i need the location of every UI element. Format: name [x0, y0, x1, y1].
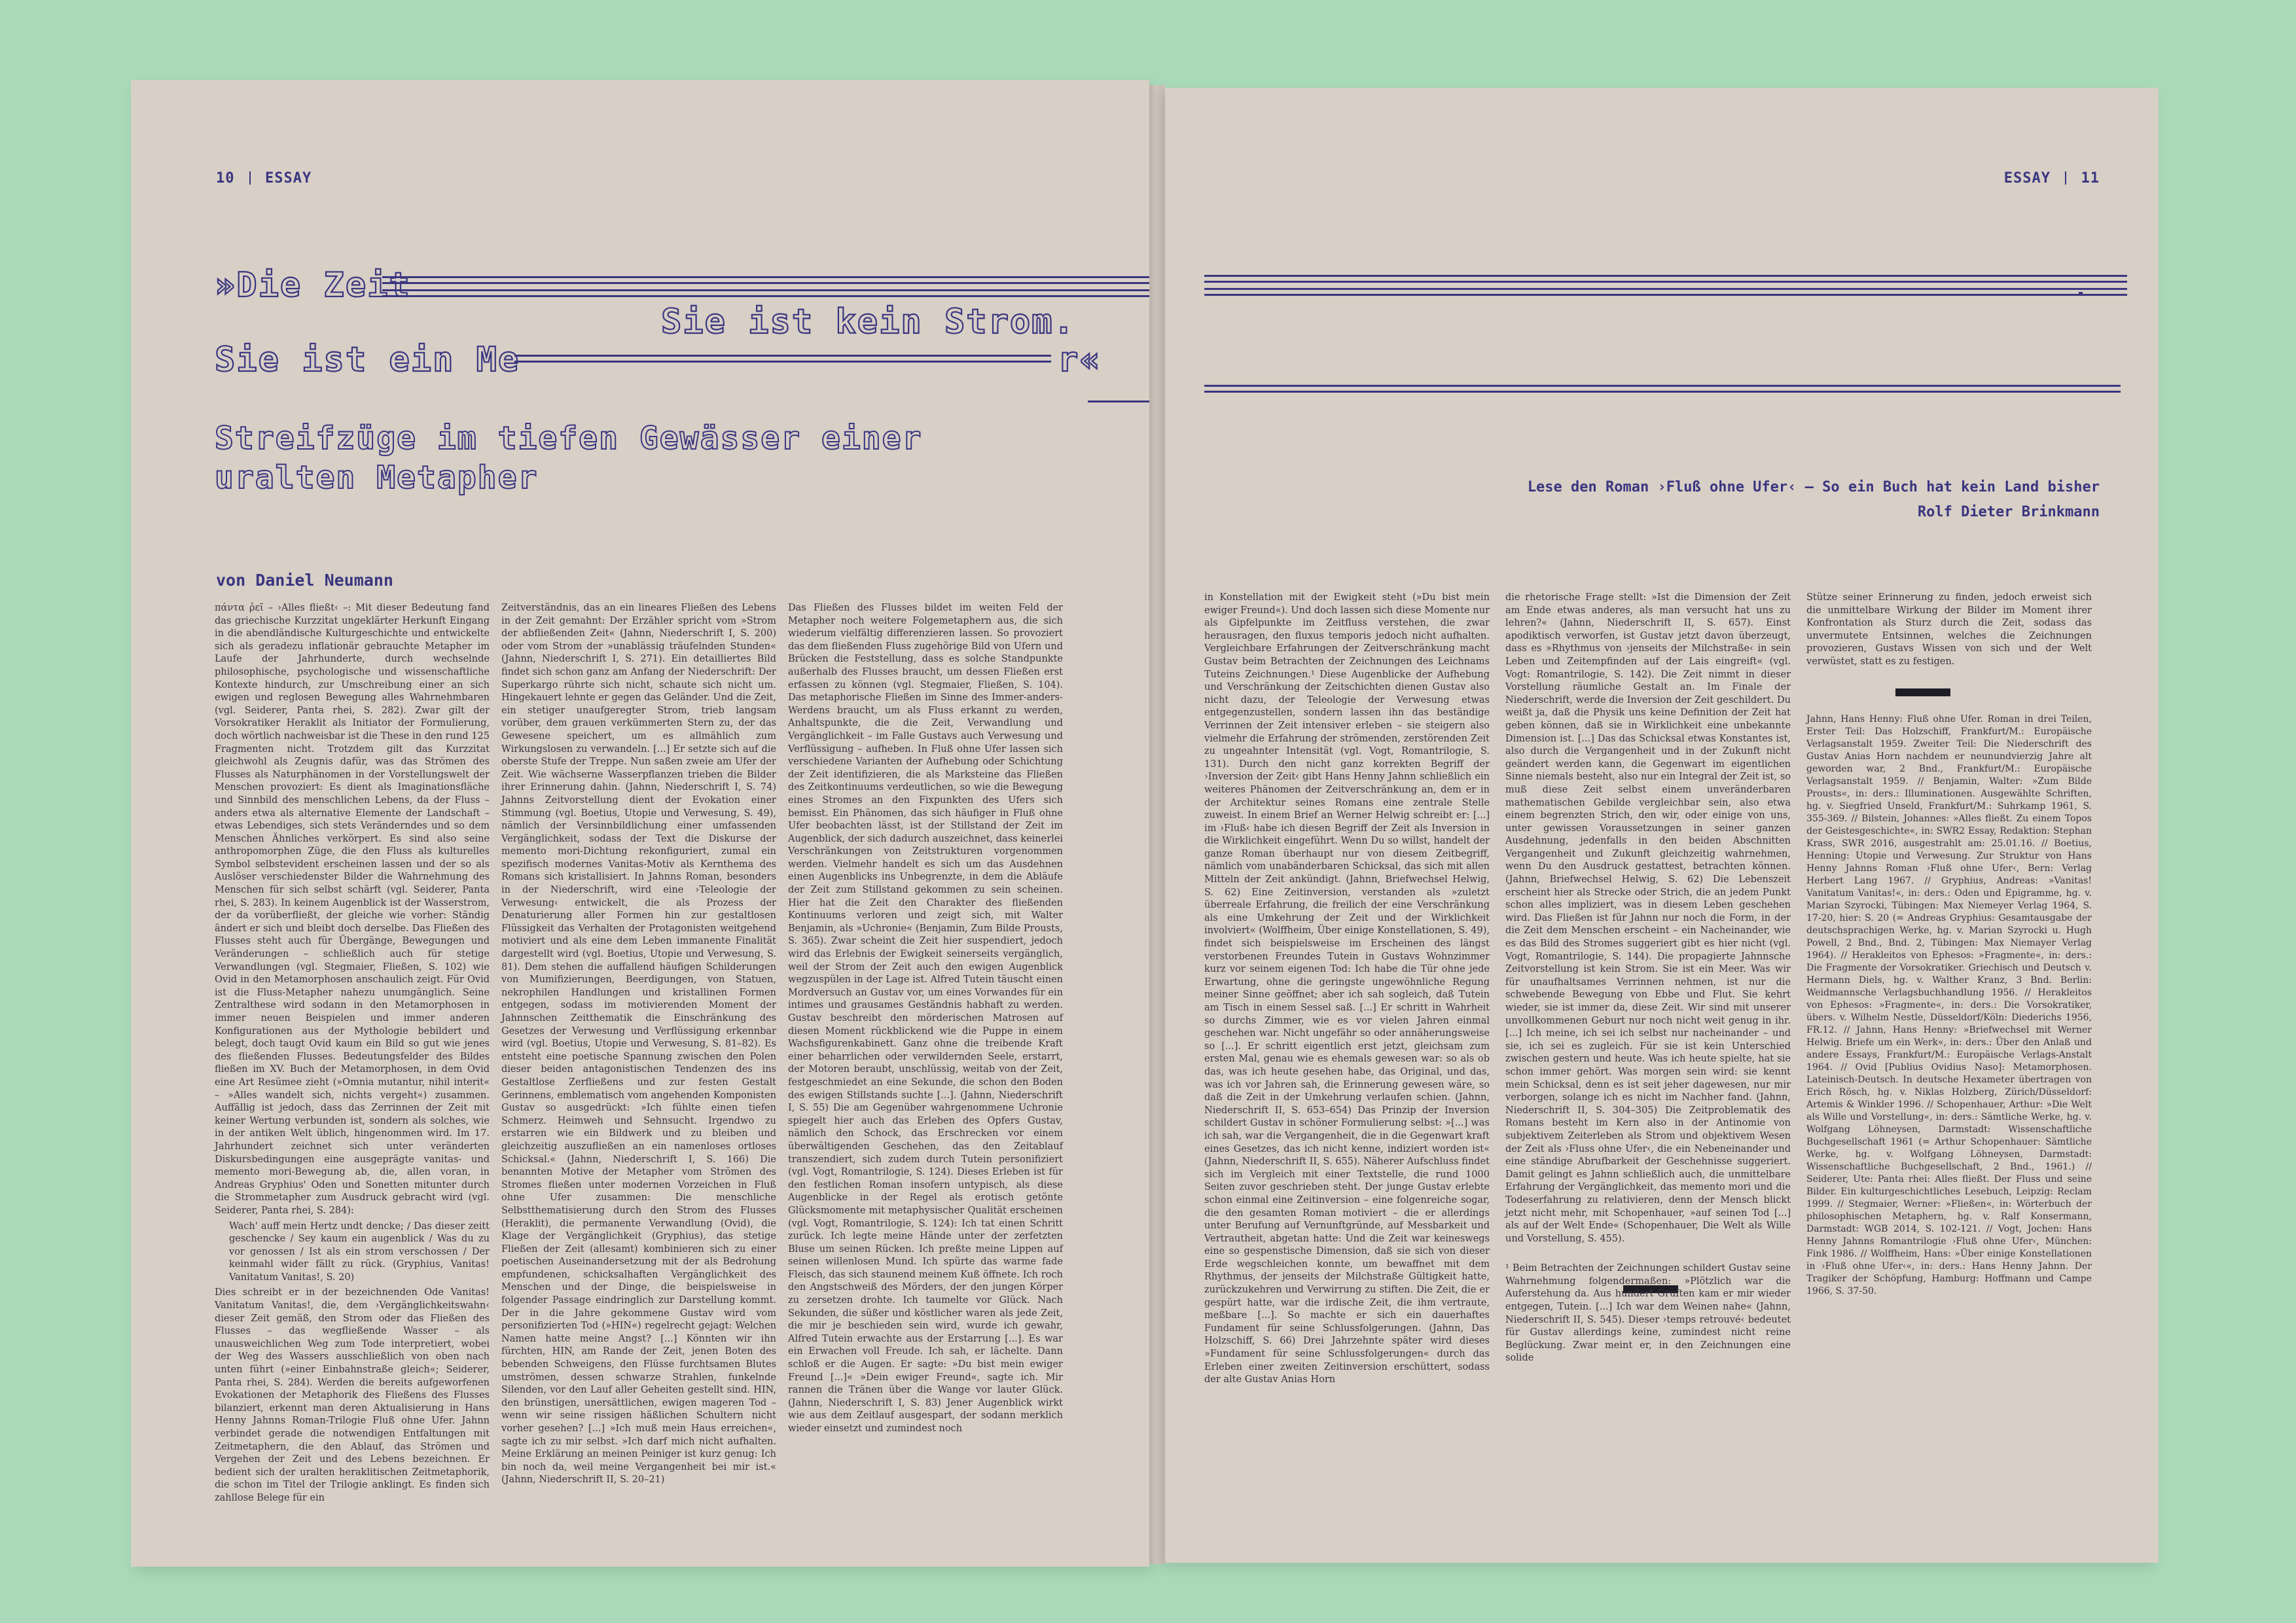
- page-number-right: 11: [2081, 170, 2100, 187]
- divider-bar-right: [1895, 688, 1950, 696]
- left-page: [131, 80, 1149, 1567]
- title-line3-start: Sie ist ein Me: [215, 340, 520, 380]
- left-col1-text: πάντα ῥεῖ – ›Alles fließt‹ –: Mit dieser Bedeutung fand das griechische Kurzzitat ungeklärter Herkunft Eingang in die abendländische Kulturgeschichte und entwickelte sich als geradezu inflationär gebrauchte Metapher im Laufe der Jahrhunderte, durch wechselnde philosophische, psychologische und wissenschaftliche Kontexte hindurch, zur Umschreibung einer an sich ewigen und reglosen Bewegung alles Wahrnehmbaren (vgl. Seiderer, Panta rhei, S. 282). Zwar gilt der Vorsokratiker Heraklit als Initiator der Formulierung, doch wörtlich nachweisbar ist die These in den rund 125 Fragmenten nicht. Trotzdem gilt das Kurzzitat gleichwohl als Zeugnis dafür, was das Strömen des Flusses als Naturphänomen in der Vorstellungswelt der Menschen provoziert: Es dient als Imaginationsfläche und Sinnbild des menschlichen Lebens, da der Fluss – anders etwa als alternative Elemente der Landschaft – etwas Lebendiges, sich stets Veränderndes und so dem Menschen Ähnliches verkörpert. Es sind also seine anthropomorphen Züge, die den Fluss als kulturelles Symbol selbstevident erscheinen lassen und der so als Auslöser verschiedenster Bilder die Wahrnehmung des Menschen für sich selbst schärft (vgl. Seiderer, Panta rhei, S. 283). In keinem Augenblick ist der Wasserstrom, der da vorüberfließt, der gleiche wie vorher: Ständig ändert er sich und bleibt doch derselbe. Das Fließen des Flusses steht auch für Übergänge, Bewegungen und Veränderungen – schließlich auch für stetige Verwandlungen (vgl. Stegmaier, Fließen, S. 102) wie Ovid in den Metamorphosen anschaulich zeigt. Für Ovid ist die Fluss-Metapher nahezu unumgänglich. Seine Zentralthese wird sodann in den Metamorphosen in immer neuen Beispielen und immer anderen Konfigurationen aus der Mythologie bebildert und belegt, doch taugt Ovid kaum ein Bild so gut wie jenes des fließenden Flusses. Bedeutungsfelder des Bildes fließen im XV. Buch der Metamorphosen, in dem Ovid eine Art Resümee zieht (»Omnia mutantur, nihil interit« – »Alles wandelt sich, nichts vergeht«) zusammen. Auffällig ist jedoch, dass das Zerrinnen der Zeit mit keiner Wertung verbunden ist, sondern als solches, wie in der antiken Welt üblich, hingenommen wird. Im 17. Jahrhundert zeichnet sich unter veränderten Diskursbedingungen eine ausgeprägte vanitas- und memento mori-Bewegung ab, die, allen voran, in Andreas Gryphius' Oden und Sonetten mitunter durch die Strommetapher zum Ausdruck gebracht wird (vgl. Seiderer, Panta rhei, S. 284):: [215, 603, 490, 1216]
- subtitle-line1: Streifzüge im tiefen Gewässer einer: [215, 420, 923, 457]
- rule-end-dot: [2079, 292, 2083, 296]
- right-title-rule-1: [1204, 275, 2127, 283]
- left-column-1: [215, 602, 490, 1505]
- left-column-3: [788, 602, 1063, 1436]
- title-rule-1: [382, 276, 1245, 284]
- left-column-2: [501, 602, 776, 1487]
- gryphius-quote: Wach' auff mein Hertz undt dencke; / Das dieser zeitt geschencke / Sey kaum ein augenblick / Was du zu vor genossen / Ist als ein strom verschossen / Der keinmahl wider fällt zu rück. (Gryphius, Vanitas! Vanitatum Vanitas!, S. 20): [229, 1221, 490, 1283]
- references: Jahnn, Hans Henny: Fluß ohne Ufer. Roman in drei Teilen, Erster Teil: Das Holzschiff, Frankfurt/M.: Europäische Verlagsanstalt 1959. Zweiter Teil: Die Niederschrift des Gustav Anias Horn nachdem er neunundvierzig Jahre alt geworden war, 2 Bnd., Frankfurt/M.: Europäische Verlagsanstalt 1959. // Benjamin, Walter: »Zum Bilde Prousts«, in: ders.: Illuminationen. Ausgewählte Schriften, hg. v. Siegfried Unseld, Frankfurt/M.: Suhrkamp 1961, S. 355-369. // Bilstein, Johannes: »Alles fließt. Zu einem Topos der Geistesgeschichte«, in: SWR2 Essay, Redaktion: Stephan Krass, SWR 2016, ausgestrahlt am: 25.01.16. // Boetius, Henning: Utopie und Verwesung. Zur Struktur von Hans Henny Jahnns Roman ›Fluß ohne Ufer‹, Bern: Verlag Herbert Lang 1967. // Gryphius, Andreas: »Vanitas! Vanitatum Vanitas!«, in: ders.: Oden und Epigramme, hg. v. Marian Szyrocki, Tübingen: Max Niemeyer Verlag 1964, S. 17-20, hier: S. 20 (= Andreas Gryphius: Gesamtausgabe der deutschsprachigen Werke, hg. v. Marian Szyrocki u. Hugh Powell, 2 Bnd., Bnd. 2, Tübingen: Max Niemayer Verlag 1964). // Herakleitos von Ephesos: »Fragmente«, in: ders.: Die Fragmente der Vorsokratiker. Griechisch und Deutsch v. Hermann Diels, hg. v. Walther Kranz, 3 Bnd. Berlin: Weidmannsche Verlagsbuchhandlung 1956. // Herakleitos von Ephesos: »Fragmente«, in: ders.: Die Vorsokratiker, übers. v. Wilhelm Nestle, Düsseldorf/Köln: Diederichs 1956, FR.12. // Jahnn, Hans Henny: »Briefwechsel mit Werner Helwig. Briefe um ein Werk«, in: ders.: Über den Anlaß und andere Essays, Frankfurt/M.: Europäische Verlags-Anstalt 1964. // Ovid [Publius Ovidius Naso]: Metamorphosen. Lateinisch-Deutsch. In deutsche Hexameter übertragen von Erich Rösch, hg. v. Niklas Holzberg, Zürich/Düsseldorf: Artemis & Winkler 1996. // Schopenhauer, Arthur: »Die Welt als Wille und Vorstellung«, in: ders.: Sämtliche Werke, hg. v. Wolfgang Löhneysen, Darmstadt: Wissenschaftliche Buchgesellschaft 1961 (= Arthur Schopenhauer: Sämtliche Werke, hg. v. Wolfgang Löhneysen, Darmstadt: Wissenschaftliche Buchgesellschaft, 2 Bnd., 1961.) // Seiderer, Ute: Panta rhei: Alles fließt. Der Fluss und seine Bilder. Ein kulturgeschichtliches Lesebuch, Leipzig: Reclam 1999. // Stegmaier, Werner: »Fließen«, in: Wörterbuch der philosophischen Metaphern, hg. v. Ralf Konsermann, Darmstadt: WGB 2014, S. 102-121. // Vogt, Jochen: Hans Henny Jahnns Romantrilogie ›Fluß ohne Ufer‹, München: Fink 1986. // Wolffheim, Hans: »Über einige Konstellationen in ›Fluß ohne Ufer‹«, in: ders.: Hans Henny Jahnn. Der Tragiker der Schöpfung, Hamburg: Hoffmann und Campe 1966, S. 37-50.: [1806, 713, 2092, 1296]
- right-title-rule-3: [1204, 385, 2121, 393]
- left-col3-text: Das Fließen des Flusses bildet im weiten Feld der Metapher noch weitere Folgemetaphern aus, die sich wiederum vielfältig differenzieren lassen. So provoziert das dem fließenden Fluss zugehörige Bild von Ufern und Brücken die Feststellung, dass es solche Standpunkte außerhalb des Flusses braucht, um dessen Fließen erst erfassen zu können (vgl. Stegmaier, Fließen, S. 104). Das metaphorische Fließen im Sinne des Immer-anders-Werdens braucht, um als Fluss erkannt zu werden, Anhaltspunkte, die die Zeit, Verwandlung und Vergänglichkeit – im Falle Gustavs auch Verwesung und Verflüssigung – aufheben. In Fluß ohne Ufer lassen sich verschiedene Varianten der Aufhebung oder Schichtung der Zeit identifizieren, die als Marksteine das Fließen des Zeitkontinuums verdeutlichen, so wie die Bewegung eines Stromes an den Fixpunkten des Ufers sich bemisst. Ein Phänomen, das sich häufiger in Fluß ohne Ufer beobachten lässt, ist der Stillstand der Zeit im Augenblick, der sich dadurch auszeichnet, dass keinerlei Verschränkungen von Zeitstrukturen vorgenommen werden. Vielmehr handelt es sich um das Ausdehnen einen Augenblicks ins Unbegrenzte, in dem die Abläufe der Zeit zum Stillstand gekommen zu sein scheinen. Hier hat die Zeit den Charakter des fließenden Kontinuums verloren und zeigt sich, mit Walter Benjamin, als »Uchronie« (Benjamin, Zum Bilde Prousts, S. 365). Zwar scheint die Zeit hier suspendiert, jedoch wird das Erlebnis der Ewigkeit seinerseits vergänglich, weil der Strom der Zeit auch den ewigen Augenblick wegzuspülen in der Lage ist. Alfred Tutein täuscht einen Mordversuch an Gustav vor, um eines Vorwandes für ein intimes und grausames Geständnis habhaft zu werden. Gustav beschreibt den mörderischen Matrosen auf diesen Moment rückblickend wie die Puppe in einem Wachsfigurenkabinett. Ganz ohne die treibende Kraft einer beharrlichen oder verwildernden Seele, erstarrt, der Motoren beraubt, unschlüssig, weitab von der Zeit, festgeschmiedet an eine Sekunde, die schon den Boden des ewigen Stillstands suchte [...]. (Jahnn, Niederschrift I, S. 55) Die am Gegenüber wahrgenommene Uchronie spiegelt hier auch das Erleben des Opfers Gustav, nämlich den Schock, das Erschrecken vor einem überwältigenden Geschehen, das den Zeitablauf transzendiert, sich zudem durch Tutein personifiziert (vgl. Vogt, Romantrilogie, S. 124). Dieses Erleben ist für den festlichen Roman insofern untypisch, als diese Augenblicke in der Regel als erotisch getönte Glücksmomente mit metaphysischer Qualität erscheinen (vgl. Vogt, Romantrilogie, S. 124): Ich tat einen Schritt zurück. Ich legte meine Hände unter der zerfetzten Bluse um seinen Rücken. Ich preßte meine Lippen auf seinen willenlosen Mund. Ich spürte das warme fade Fleisch, das sich staunend meinem Kuß öffnete. Ich roch den Angstschweiß des Mörders, der den jungen Körper zu zersetzen drohte. Ich taumelte vor Glück. Nach Sekunden, die süßer und köstlicher waren als jede Zeit, die mir je beschieden sein wird, wurde ich gewahr, Alfred Tutein erwachte aus der Erstarrung [...]. Es war ein Erwachen voll Freude. Ich sah, er lächelte. Dann schloß er die Augen. Er sagte: »Du bist mein ewiger Freund [...]« »Dein ewiger Freund«, sagte ich. Mir rannen die Tränen über die Wange vor lauter Glück. (Jahnn, Niederschrift I, S. 83) Jener Augenblick wirkt wie aus dem Zeitlauf ausgespart, der sodann merklich wieder einsetzt und zumindest noch: [788, 603, 1063, 1434]
- right-column-1: [1204, 592, 1490, 1387]
- byline: von Daniel Neumann: [216, 571, 393, 590]
- section-label-left: ESSAY: [265, 170, 312, 187]
- left-col1-text-b: Dies schreibt er in der bezeichnenden Ode Vanitas! Vanitatum Vanitas!, die, dem ›Vergänglichkeitswahn‹ dieser Zeit gemäß, den Strom oder das Fließen des Flusses – das wegfließende Wasser – als unausweichlichen Weg zum Tode interpretiert, wobei der Weg des Wassers ausschließlich von oben nach unten führt (»einer Einbahnstraße gleich«; Seiderer, Panta rhei, S. 284). Werden die bereits aufgeworfenen Evokationen der Metaphorik des Fließens des Flusses bilanziert, erkennt man deren Aktualisierung in Hans Henny Jahnns Roman-Trilogie Fluß ohne Ufer. Jahnn verbindet gerade die notwendigen Entfaltungen mit Zeitmetaphern, die den Ablauf, das Strömen und Vergehen der Zeit und des Lebens bezeichnen. Er bedient sich der uralten heraklitischen Zeitmetaphorik, die schon im Titel der Trilogie anklingt. Es finden sich zahllose Belege für ein: [215, 1287, 490, 1503]
- right-column-2: [1505, 592, 1791, 1365]
- right-col1-text: in Konstellation mit der Ewigkeit steht (»Du bist mein ewiger Freund«). Und doch lassen sich diese Momente nur als Gipfelpunkte im Zeitfluss verstehen, die zwar herausragen, den fluxus temporis jedoch nicht aufhalten. Vergleichbare Erfahrungen der Zeitverschränkung macht Gustav beim Betrachten der Zeichnungen des Leichnams Tuteins Zeichnungen.¹ Diese Augenblicke der Aufhebung und Verschränkung der Zeitschichten dienen Gustav also nicht dazu, der Teleologie der Verwesung etwas entgegenzustellen, sondern lassen ihn das beständige Verrinnen der Zeit intensiver erleben – sie steigern also vielmehr die Erfahrung der strömenden, zerstörenden Zeit zu ungeahnter Intensität (vgl. Vogt, Romantrilogie, S. 131). Durch den nicht ganz korrekten Begriff der ›Inversion der Zeit‹ gibt Hans Henny Jahnn schließlich ein weiteres Phänomen der Zeitverschränkung an, dem er in der Architektur seines Romans eine zentrale Stelle zuweist. In einem Brief an Werner Helwig schreibt er: [...] im ›Fluß‹ habe ich diesen Begriff der Zeit als Inversion in die Wirklichkeit eingeführt. Wenn Du so willst, handelt der ganze Roman überhaupt nur von diesem Zeitbegriff, nämlich vom unabänderbaren Schicksal, das sich mit allen Mitteln der Zeit ankündigt. (Jahnn, Briefwechsel Helwig, S. 62) Eine Zeitinversion, verstanden als »zuletzt überreale Erfahrung, die freilich der eine Verschränkung als eine Umkehrung der Zeit und der Wirklichkeit involviert« (Wolffheim, Über einige Konstellationen, S. 49), findet sich beispielsweise im Erscheinen des längst verstorbenen Freundes Tutein in Gustavs Wohnzimmer kurz vor seinem eigenen Tod: Ich habe die Tür ohne jede Erwartung, ohne die geringste ungewöhnliche Regung meiner Sinne geöffnet; aber ich sah sogleich, daß Tutein am Tisch in einem Sessel saß. [...] Er schritt in Wahrheit so durchs Zimmer, wie es vor vielen Jahren einmal geschehen war. Nicht ungefähr so oder annäherungsweise so [...]. Er schritt eigentlich erst jetzt, gleichsam zum ersten Mal, genau wie es ehemals gewesen war: so als ob das, was ich heute gesehen habe, das Original, und das, was ich vor Jahren sah, die Erinnerung gewesen wäre, so daß die Zeit in der Umkehrung verlaufen schien. (Jahnn, Niederschrift II, S. 653–654) Das Prinzip der Inversion schildert Gustav in schöner Formulierung selbst: »[...] was ich sah, war die Vergangenheit, die in die Gegenwart kraft eines Gesetzes, das ich nicht kenne, indiziert worden ist« (Jahnn, Niederschrift II, S. 655). Näherer Aufschluss findet sich im Vergleich mit einer Textstelle, die rund 1000 Seiten zuvor geschrieben steht. Der junge Gustav erlebte schon einmal eine Zeitinversion – eine folgenreiche sogar, die den gesamten Roman motiviert – die er allerdings unter Berufung auf Vernunftgründe, auf Messbarkeit und Vertrautheit, abgetan hatte: Und die Zeit war keineswegs eine so gespenstische Dimension, daß sie sich von dieser Erde wegschleichen konnte, um bewaffnet mit dem Rhythmus, der jenseits der Milchstraße Gültigkeit hatte, zurückzukehren und Verwirrung zu stiften. Die Zeit, die er gespürt hatte, war die irdische Zeit, die ihm vertraute, meßbare [...]. So machte er sich ein dauerhaftes Fundament für seine Schlussfolgerungen. (Jahnn, Das Holzschiff, S. 66) Drei Jahrzehnte später wird dieses »Fundament für seine Schlussfolgerungen« durch das Erleben einer zweiten Zeitinversion erschüttert, sodass der alte Gustav Anias Horn: [1204, 592, 1490, 1385]
- author: Rolf Dieter Brinkmann: [1917, 504, 2100, 520]
- right-col2-text: die rhetorische Frage stellt: »Ist die Dimension der Zeit am Ende etwas anderes, als man versucht hat uns zu lehren?« (Jahnn, Niederschrift II, S. 657). Einst apodiktisch verworfen, ist Gustav jetzt davon überzeugt, dass es »Rhythmus von ›jenseits der Milchstraße‹ in sein Leben und Zeitempfinden auf der Lais eingreift« (vgl. Vogt: Romantrilogie, S. 142). Die Zeit nimmt in dieser Vorstellung räumliche Gestalt an. Im Finale der Niederschrift, werde die Inversion der Zeit geschildert. Du weißt ja, daß die Physik uns keine Definition der Zeit hat geben können, daß sie in Wirklichkeit eine unbekannte Dimension ist. [...] Das das Schicksal etwas Konstantes ist, also durch die Vergangenheit und in der Zukunft nicht geändert werden kann, die Gegenwart im eigentlichen Sinne niemals besteht, also nur ein Integral der Zeit ist, so muß diese Zeit selbst einem unveränderbaren mathematischen Gebilde vergleichbar sein, also etwa einem begrenzten Strich, den wir, oder einige von uns, unter gewissen Voraussetzungen in seiner ganzen Ausdehnung, jedenfalls in den beiden Abschnitten Vergangenheit und Zukunft gleichzeitig wahrnehmen, wenn Du den Ausdruck gestattest, betrachten können. (Jahnn, Briefwechsel Helwig, S. 62) Die Lebenszeit erscheint hier als Strecke oder Strich, die an jedem Punkt schon alles impliziert, was in diesem Leben geschehen wird. Das Fließen ist für Jahnn nur noch die Form, in der die Zeit dem Menschen erscheint – ein Nacheinander, wie es das Bild des Stromes suggeriert gibt es hier nicht (vgl. Vogt, Romantrilogie, S. 144). Die propagierte Jahnnsche Zeitvorstellung ist kein Strom. Sie ist ein Meer. Was wir für unaufhaltsames Verrinnen nehmen, ist nur die schwebende Bewegung von Ebbe und Flut. Sie kehrt wieder, sie ist immer da, diese Zeit. Wir sind mit unserer unvollkommenen Geburt nur noch nicht weit genug in ihr. [...] Ich meine, ich sei ich selbst nur nacheinander – und sie, ich sei es zugleich. Für sie ist kein Unterschied zwischen gestern und heute. Was ich heute spielte, hat sie schon immer gehört. Was morgen sein wird: sie kennt mein Schicksal, denn es ist seit jeher dagewesen, nur mir verborgen, solange ich es nicht im Nachher fand. (Jahnn, Niederschrift II, S. 304–305) Die Zeitproblematik des Romans besteht im Kern also in der Antinomie von subjektivem Zeiterleben als Strom und objektivem Wesen der Zeit als ›Fluss ohne Ufer‹, die ein Nebeneinander und eine ständige Abrufbarkeit der Geschehnisse suggeriert. Damit gelingt es Jahnn schließlich auch, die unmittelbare Erfahrung der Vergänglichkeit, das memento mori und die Todeserfahrung zu relativieren, denn der Mensch blickt jetzt nicht mehr, mit Schopenhauer, »auf seinen Tod [...] als auf der Welt Ende« (Schopenhauer, Die Welt als Wille und Vorstellung, S. 455).: [1505, 592, 1791, 1244]
- page-number-left: 10: [216, 170, 235, 187]
- section-label-right: ESSAY: [2003, 170, 2051, 187]
- right-page: [1165, 88, 2159, 1563]
- title-rule-2: [382, 289, 1245, 297]
- right-title-rule-2: [1204, 288, 2127, 296]
- left-folio: [216, 170, 312, 187]
- right-folio: [2004, 170, 2100, 187]
- subtitle-line2: uralten Metapher: [215, 459, 539, 496]
- title-rule-3: [514, 355, 1051, 363]
- left-col2-text: Zeitverständnis, das an ein lineares Fließen des Lebens in der Zeit gemahnt: Der Erzähler spricht vom »Strom der abfließenden Zeit« (Jahnn, Niederschrift I, S. 200) oder vom Strom der »unablässig träufelnden Stunden« (Jahnn, Niederschrift I, S. 271). Ein detailliertes Bild findet sich schon ganz am Anfang der Niederschrift: Der Superkargo rührte sich nicht, schaute sich nicht um. Hingekauert lehnte er gegen das Geländer. Und die Zeit, ein stetiger unaufgeregter Strom, trieb langsam vorüber, dem grauen verkümmerten Stern zu, der das Gewesene speichert, um es allmählich zum Wirkungslosen zu verwandeln. [...] Er setzte sich auf die oberste Stufe der Treppe. Nun saßen zweie am Ufer der Zeit. Wie wächserne Wasserpflanzen trieben die Bilder ihrer Erinnerung dahin. (Jahnn, Niederschrift I, S. 74) Jahnns Zeitvorstellung dient der Evokation einer Stimmung (vgl. Boetius, Utopie und Verwesung, S. 49), nämlich der Versinnbildlichung einer umfassenden Vergänglichkeit, sodass der Text die Diskurse der memento mori-Dichtung rekonfiguriert, zumal ein spezifisch modernes Vanitas-Motiv als Kernthema des Romans sich kristallisiert. In Jahnns Roman, besonders in der Niederschrift, wird eine ›Teleologie der Verwesung‹ entwickelt, die als Prozess der Denaturierung aller Formen hin zur gestaltlosen Flüssigkeit das Verhalten der Protagonisten weitgehend motiviert und als eine dem Leben immanente Finalität dargestellt wird (vgl. Boetius, Utopie und Verwesung, S. 81). Dem stehen die auffallend häufigen Schilderungen von Mumifizierungen, Beerdigungen, von Statuen, nekrophilen Handlungen und kristallinen Formen entgegen, sodass im motivierenden Moment der Jahnnschen Zeitthematik die Einschränkung des Gesetzes der Verwesung und Verflüssigung erkennbar wird (vgl. Boetius, Utopie und Verwesung, S. 81–82). Es entsteht eine poetische Spannung zwischen den Polen dieser beiden antagonistischen Tendenzen des ins Gestaltlose Zerfließens und zur festen Gestalt Gerinnens, emblematisch vom angehenden Komponisten Gustav so ausgedrückt: »Ich fühlte einen tiefen Schmerz. Heimweh und Sehnsucht. Irgendwo zu erstarren wie ein Bildwerk und zu bleiben und gleichzeitig auszufließen an ein namenloses ortloses Schicksal.« (Jahnn, Niederschrift I, S. 166) Die benannten Motive der Metapher vom Strömen des Stromes fließen unter modernen Vorzeichen in Fluß ohne Ufer zusammen: Die menschliche Selbstthematisierung durch den Strom des Flusses (Heraklit), die permanente Verwandlung (Ovid), die Klage der Vergänglichkeit (Gryphius), das stetige Fließen der Zeit (allesamt) kombinieren sich zu einer poetischen Auseinandersetzung mit der als Bedrohung empfundenen, schicksalhaften Vergänglichkeit des Menschen und der Dinge, die beispielsweise in folgender Passage eindringlich zur Darstellung kommt. Der in die Jahre gekommene Gustav wird vom personifizierten Tod (»HIN«) regelrecht gejagt: Welchen Namen hatte meine Angst? [...] Könnten wir ihn fürchten, HIN, am Rande der Zeit, jenen Boten des bebenden Schweigens, den Flüsse furchtsamen Blutes umströmen, dessen schwarze Strahlen, funkelnde Silenden, vor den Lauf aller Geheiten gestellt sind. HIN, den brünstigen, unersättlichen, ewigen mageren Tod – wenn wir seine rissigen häßlichen Schultern nicht vorher gesehen? [...] »Ich muß mein Haus erreichen«, sagte ich zu mir selbst. »Ich darf mich nicht aufhalten. Meine Erklärung an meinen Peiniger ist kurz genug: Ich bin noch da, weil meine Vergangenheit bei mir ist.« (Jahnn, Niederschrift II, S. 20–21): [501, 603, 776, 1486]
- spine-gutter: [1149, 85, 1165, 1564]
- title-line1: »Die Zeit: [215, 266, 411, 305]
- subheading: Lese den Roman ›Fluß ohne Ufer‹ – So ein Buch hat kein Land bisher: [1527, 479, 2100, 495]
- footnote: ¹ Beim Betrachten der Zeichnungen schildert Gustav seine Wahrnehmung folgendermaßen: »Plötzlich war die Auferstehung da. Aus hundert Grüften kam er mir wieder entgegen, Tutein. [...] Ich war dem Weinen nahe« (Jahnn, Niederschrift II, S. 545). Dieser ›temps retrouvé‹ bedeutet für Gustav allerdings keine, zumindest nicht reine Beglückung. Zwar meint er, in den Zeichnungen eine solide: [1505, 1263, 1791, 1364]
- right-col3-text: Stütze seiner Erinnerung zu finden, jedoch erweist sich die unmittelbare Wirkung der Bilder im Moment ihrer Konfrontation als Sturz durch die Zeit, sodass das unvermutete Entsinnen, welches die Zeichnungen provozieren, Gustavs Wissen von sich und der Welt verwüstet, statt es zu festigen.: [1806, 592, 2092, 667]
- title-short-rule: [1088, 401, 1151, 402]
- title-line3-end: r«: [1058, 340, 1102, 380]
- right-column-3: [1806, 592, 2092, 1298]
- title-line2: Sie ist kein Strom.: [661, 302, 1075, 342]
